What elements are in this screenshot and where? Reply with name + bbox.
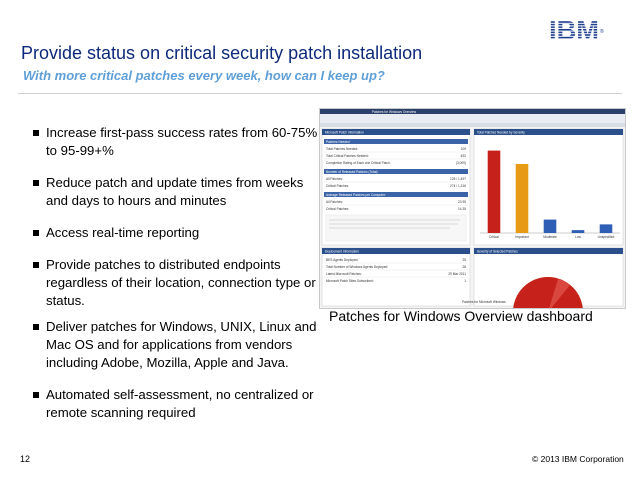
bes-agents-label: BES Agents Deployed: bbox=[326, 258, 359, 262]
bullet-item bbox=[32, 174, 322, 210]
windows-agents-value: 28 bbox=[462, 265, 466, 269]
bar-unspecified[interactable] bbox=[600, 224, 613, 233]
total-needed-label: Total Patches Needed: bbox=[326, 147, 359, 151]
avg-critical-label: Critical Patches: bbox=[326, 207, 350, 211]
pie-panel-title: Severity of Selected Patches bbox=[477, 249, 518, 254]
ibm-logo bbox=[548, 16, 600, 42]
all-patches-value: 125 / 1,497 bbox=[450, 177, 466, 181]
released-header: Number of Released Patches (Total): bbox=[326, 169, 379, 174]
patch-sites-label: Microsoft Patch Sites Subscribed: bbox=[326, 279, 374, 283]
title-divider bbox=[18, 93, 622, 94]
bullet-square-icon bbox=[33, 180, 39, 186]
bar-label-low: Low bbox=[575, 235, 581, 239]
bullet-item bbox=[32, 224, 322, 242]
completion-label: Completion Rating of Each one Critical Patch: bbox=[326, 161, 391, 165]
bes-agents-value: 25 bbox=[462, 258, 466, 262]
bullet-square-icon bbox=[33, 262, 39, 268]
critical-patches-label: Critical Patches: bbox=[326, 184, 350, 188]
bullet-item bbox=[32, 124, 322, 160]
page-number: 12 bbox=[20, 454, 31, 464]
bullet-item bbox=[32, 256, 322, 310]
slide-subtitle: With more critical patches every week, how can I keep up? bbox=[23, 68, 385, 83]
trademark-symbol: ® bbox=[600, 29, 604, 35]
bar-panel-title: Total Patches Needed by Severity bbox=[477, 130, 525, 135]
patches-needed-header: Patches Needed bbox=[326, 139, 350, 144]
bullet-text: Automated self-assessment, no centralized or remote scanning required bbox=[46, 387, 314, 420]
latest-patches-value: 29 Mar 2011 bbox=[448, 272, 466, 276]
screenshot-caption: Patches for Windows Overview dashboard bbox=[329, 308, 593, 324]
avg-all-value: 23.95 bbox=[458, 200, 466, 204]
bar-critical[interactable] bbox=[488, 151, 501, 233]
average-header: Average Released Patches per Computer: bbox=[326, 192, 386, 197]
left-panel-title: Microsoft Patch Information bbox=[325, 130, 364, 135]
bar-label-unspecified: Unspecified bbox=[597, 235, 615, 239]
copyright-notice: © 2013 IBM Corporation bbox=[532, 454, 624, 464]
completion-value: (3,009) bbox=[455, 161, 466, 165]
total-critical-label: Total Critical Patches Needed: bbox=[326, 154, 369, 158]
bullet-text: Deliver patches for Windows, UNIX, Linux and Mac OS and for applications from vendors including Adobe, Mozilla, Apple and Java. bbox=[46, 319, 317, 370]
bullet-text: Provide patches to distributed endpoints regardless of their location, connection type or status. bbox=[46, 257, 316, 308]
total-needed-value: 100 bbox=[460, 147, 466, 151]
deployment-header: Deployment Information bbox=[325, 249, 359, 254]
windows-agents-label: Total Number of Windows Agents Deployed: bbox=[326, 265, 389, 269]
bullet-item bbox=[32, 386, 322, 422]
bullet-square-icon bbox=[33, 130, 39, 136]
bar-label-moderate: Moderate bbox=[543, 235, 557, 239]
bullet-item bbox=[32, 318, 322, 372]
bullet-text: Access real-time reporting bbox=[46, 225, 200, 240]
latest-patches-label: Latest Microsoft Patches: bbox=[326, 272, 362, 276]
bullet-square-icon bbox=[33, 324, 39, 330]
window-title: Patches for Windows Overview bbox=[372, 110, 417, 114]
bar-important[interactable] bbox=[516, 164, 529, 233]
critical-patches-value: 274 / 1,316 bbox=[450, 184, 466, 188]
avg-all-label: All Patches: bbox=[326, 200, 343, 204]
slide-title: Provide status on critical security patch installation bbox=[21, 43, 423, 63]
bullet-text: Increase first-pass success rates from 60-75% to 95-99+% bbox=[46, 125, 318, 158]
bullet-text: Reduce patch and update times from weeks and days to hours and minutes bbox=[46, 175, 304, 208]
bar-moderate[interactable] bbox=[544, 220, 557, 233]
total-critical-value: 492 bbox=[460, 154, 466, 158]
dashboard-screenshot bbox=[319, 108, 626, 309]
all-patches-label: All Patches: bbox=[326, 177, 343, 181]
bullet-square-icon bbox=[33, 230, 39, 236]
bar-low[interactable] bbox=[572, 230, 585, 233]
dashboard-svg bbox=[320, 109, 625, 308]
avg-critical-value: 14.35 bbox=[458, 207, 466, 211]
bar-label-important: Important bbox=[515, 235, 529, 239]
dashboard-footer: Patches for Microsoft Windows bbox=[462, 300, 506, 304]
bullet-list bbox=[32, 124, 322, 436]
patch-sites-value: 1 bbox=[464, 279, 466, 283]
bar-label-critical: Critical bbox=[489, 235, 499, 239]
bullet-square-icon bbox=[33, 392, 39, 398]
